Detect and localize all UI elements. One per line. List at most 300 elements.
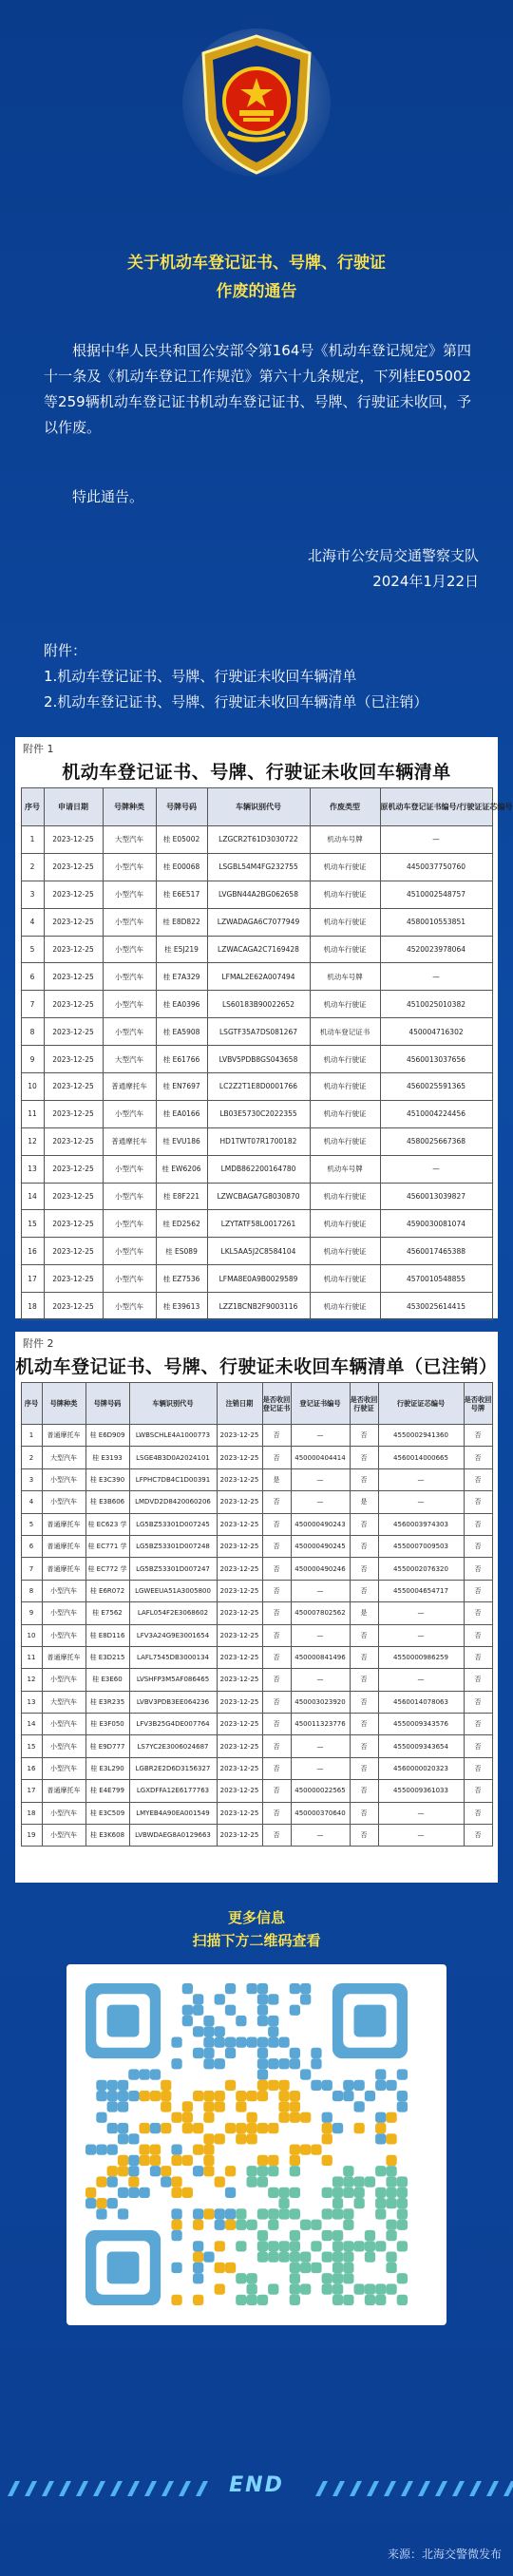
qr-module (203, 2166, 214, 2176)
table-cell: 桂 E3R235 (86, 1691, 129, 1713)
qr-module (96, 2080, 106, 2091)
table-cell: 小型汽车 (42, 1825, 86, 1847)
table-cell: 2023-12-25 (217, 1757, 262, 1779)
table-cell: 桂 E3D215 (86, 1646, 129, 1668)
table-row (21, 1669, 492, 1691)
qr-module (171, 2188, 181, 2198)
qr-module (290, 2112, 300, 2123)
table-cell: — (378, 1825, 464, 1847)
qr-module (343, 2220, 353, 2230)
table-cell: — (380, 1155, 492, 1183)
table-cell: 否 (262, 1691, 291, 1713)
qr-module (354, 2198, 365, 2208)
table-row (21, 1100, 492, 1127)
table-cell: LMDB8622001647​80 (207, 1155, 310, 1183)
table-cell: 小型汽车 (103, 1155, 156, 1183)
qr-module (128, 2166, 139, 2176)
table-cell: 否 (350, 1757, 378, 1779)
table-cell: LGWEEUA51A3005800 (129, 1580, 217, 1601)
table-cell: 小型汽车 (42, 1669, 86, 1691)
qr-module (193, 2123, 203, 2133)
table-cell: 否 (350, 1646, 378, 1668)
table-cell: 否 (350, 1468, 378, 1490)
qr-module (300, 1983, 311, 1994)
qr-module (300, 2145, 311, 2155)
table-cell: 13 (21, 1155, 44, 1183)
qr-module (107, 2123, 118, 2133)
table-cell: 小型汽车 (103, 1238, 156, 1265)
qr-module (193, 2252, 203, 2263)
table-cell: 否 (464, 1468, 492, 1490)
qr-module (311, 2058, 321, 2069)
qr-module (386, 2155, 396, 2166)
table-cell: 450004716302 (380, 1018, 492, 1046)
qr-module (257, 2048, 268, 2058)
qr-module (375, 2198, 386, 2208)
table-cell: 小型汽车 (103, 1018, 156, 1046)
qr-code[interactable] (66, 1964, 446, 2325)
qr-module (278, 2241, 289, 2251)
qr-module (332, 2295, 343, 2305)
qr-module (171, 2058, 181, 2069)
table-cell: 16 (21, 1238, 44, 1265)
qr-module (322, 2252, 332, 2263)
table-cell: 否 (262, 1646, 291, 1668)
table-cell: 4560014000665 (378, 1447, 464, 1468)
table-cell: 桂 EN7697 (156, 1073, 207, 1101)
qr-module (247, 2133, 257, 2144)
table-cell: 6 (21, 1535, 42, 1557)
qr-module (257, 2208, 268, 2219)
qr-module (247, 2283, 257, 2294)
qr-module (268, 2241, 278, 2251)
table-cell: 2023-12-25 (217, 1714, 262, 1735)
qr-module (386, 2080, 396, 2091)
table-cell: 13 (21, 1691, 42, 1713)
table-cell: 否 (350, 1558, 378, 1580)
table-cell: 2023-12-25 (44, 936, 103, 963)
qr-module (96, 2145, 106, 2155)
table-cell: 否 (262, 1757, 291, 1779)
table-cell: 2023-12-25 (44, 1100, 103, 1127)
qr-module (311, 2220, 321, 2230)
table-cell: 14 (21, 1183, 44, 1210)
qr-module (332, 2208, 343, 2219)
qr-module (311, 2048, 321, 2058)
column-header: 车辆识别代号 (207, 788, 310, 826)
qr-module (397, 2101, 408, 2112)
qr-module (268, 2026, 278, 2036)
qr-module (290, 2263, 300, 2273)
qr-module (193, 2026, 203, 2036)
issue-date: 2024年1月22日 (372, 573, 479, 590)
qr-module (386, 2230, 396, 2241)
attachment-1-caption: 附件 1 (23, 743, 54, 755)
qr-module (225, 2048, 236, 2058)
table-cell: 4510025010382 (380, 991, 492, 1018)
table-cell: 桂 ED2562 (156, 1210, 207, 1238)
qr-module (215, 2026, 225, 2036)
qr-module (203, 2145, 214, 2155)
qr-module (215, 2101, 225, 2112)
table-cell: 否 (262, 1558, 291, 1580)
table-cell: 1 (21, 826, 44, 854)
qr-module (332, 2241, 343, 2251)
table-cell: 桂 EC772 学 (86, 1558, 129, 1580)
table-cell: — (378, 1602, 464, 1624)
attachment-label: 附件： (44, 642, 87, 659)
qr-module (375, 2208, 386, 2219)
table-cell: 桂 E8F221 (156, 1183, 207, 1210)
qr-module (171, 2263, 181, 2273)
table-cell: 桂 E3E60 (86, 1669, 129, 1691)
table-cell: 大型汽车 (103, 826, 156, 854)
table-cell: — (378, 1802, 464, 1824)
table-cell: 5 (21, 936, 44, 963)
table-cell: 4560013039827 (380, 1183, 492, 1210)
table-cell: HD1TWT07R1700182 (207, 1127, 310, 1155)
qr-module (278, 2198, 289, 2208)
table-cell: LZZ1BCNB2F9003116 (207, 1293, 310, 1320)
table-cell: LZWCBAGA7G8030870 (207, 1183, 310, 1210)
qr-module (86, 2198, 96, 2208)
table-cell: 2023-12-25 (217, 1425, 262, 1447)
qr-module (118, 2166, 128, 2176)
qr-module (225, 2208, 236, 2219)
table-cell: 450000490243 (291, 1513, 350, 1535)
qr-module (257, 2176, 268, 2187)
table-cell: 桂 EC623 学 (86, 1513, 129, 1535)
qr-module (193, 2166, 203, 2176)
table-cell: 小型汽车 (103, 1265, 156, 1293)
table-cell: 2023-12-25 (44, 1018, 103, 1046)
qr-module (386, 2112, 396, 2123)
table-cell: — (291, 1735, 350, 1757)
qr-module (332, 2230, 343, 2241)
table-cell: 小型汽车 (103, 1100, 156, 1127)
table-cell: 桂 E3L290 (86, 1757, 129, 1779)
qr-module (215, 1994, 225, 2004)
table-cell: 2023-12-25 (44, 1210, 103, 1238)
qr-module (343, 2241, 353, 2251)
qr-module (236, 2123, 246, 2133)
table-cell: 小型汽车 (42, 1491, 86, 1513)
table-cell: 桂 ES089 (156, 1238, 207, 1265)
table-row (21, 1735, 492, 1757)
qr-module (268, 2166, 278, 2176)
table-cell: 否 (262, 1513, 291, 1535)
table-row (21, 1183, 492, 1210)
qr-module (257, 2230, 268, 2241)
table-cell: LKL5AA5J2C8584104 (207, 1238, 310, 1265)
table-cell: LS7YC2E3006024687 (129, 1735, 217, 1757)
attachment-item-1: 1.机动车登记证书、号牌、行驶证未收回车辆清单 (44, 668, 357, 685)
column-header: 注销日期 (217, 1383, 262, 1425)
table-cell: 机动车行驶证 (310, 1183, 380, 1210)
table-cell: LVGBN44A2BG062658 (207, 881, 310, 908)
table-cell: 2023-12-25 (217, 1802, 262, 1824)
qr-module (375, 2123, 386, 2133)
qr-module (257, 2016, 268, 2026)
qr-module (290, 2273, 300, 2283)
qr-module (140, 2069, 150, 2079)
table-cell: LC2Z2T1E8D0001766 (207, 1073, 310, 1101)
qr-module (140, 2123, 150, 2133)
table-cell: 否 (350, 1691, 378, 1713)
table-cell: 小型汽车 (42, 1714, 86, 1735)
qr-module (171, 2112, 181, 2123)
qr-module (118, 2188, 128, 2198)
table-cell: 桂 E9D777 (86, 1735, 129, 1757)
table-cell: LFMAL2E62A0074​94 (207, 963, 310, 991)
table-cell: 否 (350, 1780, 378, 1802)
table-cell: LZWADAGA6C7077949 (207, 908, 310, 936)
table-cell: 2023-12-25 (44, 908, 103, 936)
qr-module (343, 2176, 353, 2187)
qr-module (268, 2016, 278, 2026)
table-cell: 小型汽车 (42, 1735, 86, 1757)
qr-module (128, 2069, 139, 2079)
table-cell: 小型汽车 (103, 908, 156, 936)
qr-module (322, 2133, 332, 2144)
table-cell: 2023-12-25 (44, 1155, 103, 1183)
qr-module (225, 2123, 236, 2133)
table-cell: 4550009361033 (378, 1780, 464, 1802)
qr-module (332, 2123, 343, 2133)
qr-finder-pattern (86, 1983, 161, 2058)
table-cell: 小型汽车 (42, 1757, 86, 1779)
table-cell: LFPHC7DB4C1D00391 (129, 1468, 217, 1490)
qr-module (375, 2283, 386, 2294)
table-cell: 3 (21, 881, 44, 908)
qr-module (203, 2155, 214, 2166)
table-cell: 15 (21, 1210, 44, 1238)
qr-module (107, 2080, 118, 2091)
table-cell: 16 (21, 1757, 42, 1779)
table-cell: LVBV5PDB8GS043658 (207, 1046, 310, 1073)
qr-module (332, 2188, 343, 2198)
table-cell: 否 (262, 1669, 291, 1691)
qr-module (150, 2145, 161, 2155)
table-cell: 2023-12-25 (217, 1825, 262, 1847)
table-cell: 9 (21, 1602, 42, 1624)
table-cell: — (291, 1825, 350, 1847)
qr-module (118, 2123, 128, 2133)
table-cell: 否 (350, 1447, 378, 1468)
table-cell: 否 (464, 1491, 492, 1513)
attachment-2-caption: 附件 2 (23, 1337, 54, 1350)
qr-module (397, 2069, 408, 2079)
qr-module (343, 2188, 353, 2198)
table-cell: 8 (21, 1018, 44, 1046)
table-cell: 是 (350, 1491, 378, 1513)
column-header: 是否收回登记证书 (262, 1383, 291, 1425)
qr-module (268, 2037, 278, 2048)
attachment-1-table (21, 787, 513, 1320)
table-cell: — (380, 826, 492, 854)
table-row (21, 1646, 492, 1668)
table-cell: 4510004224456 (380, 1100, 492, 1127)
qr-module (236, 2037, 246, 2048)
table-cell: 9 (21, 1046, 44, 1073)
table-cell: 4560025591365 (380, 1073, 492, 1101)
table-cell: 是 (262, 1468, 291, 1490)
qr-module (332, 2198, 343, 2208)
table-cell: 否 (350, 1802, 378, 1824)
table-cell: 桂 E6E517 (156, 881, 207, 908)
table-cell: 桂 EA0166 (156, 1100, 207, 1127)
qr-module (86, 2145, 96, 2155)
table-cell: 机动车号牌 (310, 963, 380, 991)
column-header: 行驶证证芯编号 (378, 1383, 464, 1425)
qr-module (118, 2091, 128, 2101)
table-row (21, 1780, 492, 1802)
table-row (21, 1714, 492, 1735)
qr-module (311, 2263, 321, 2273)
qr-module (278, 2058, 289, 2069)
table-row (21, 1265, 492, 1293)
table-cell: 否 (262, 1624, 291, 1646)
table-row (21, 1073, 492, 1101)
qr-module (386, 2252, 396, 2263)
qr-module (182, 1983, 193, 1994)
qr-module (300, 2283, 311, 2294)
qr-module (193, 2145, 203, 2155)
table-cell: 大型汽车 (103, 1046, 156, 1073)
qr-module (236, 2091, 246, 2101)
table-cell: 否 (350, 1535, 378, 1557)
table-cell: 4580025667368 (380, 1127, 492, 1155)
qr-module (365, 2252, 375, 2263)
qr-module (343, 2252, 353, 2263)
table-cell: 小型汽车 (103, 936, 156, 963)
table-cell: 机动车号牌 (310, 826, 380, 854)
qr-module (203, 2026, 214, 2036)
qr-module (118, 2208, 128, 2219)
table-cell: 小型汽车 (42, 1468, 86, 1490)
qr-module (278, 2252, 289, 2263)
table-row (21, 1558, 492, 1580)
table-cell: 19 (21, 1825, 42, 1847)
qr-module (257, 1983, 268, 1994)
table-cell: 10 (21, 1073, 44, 1101)
qr-module (225, 2166, 236, 2176)
table-row (21, 908, 492, 936)
table-cell: 机动车行驶证 (310, 1100, 380, 1127)
qr-module (193, 2091, 203, 2101)
table-cell: 桂 E3B606 (86, 1491, 129, 1513)
qr-module (225, 2037, 236, 2048)
table-cell: LGXDFFA12E6177763 (129, 1780, 217, 1802)
table-cell: 桂 E00068 (156, 853, 207, 881)
qr-module (365, 2283, 375, 2294)
qr-module (300, 2263, 311, 2273)
table-cell: 机动车行驶证 (310, 1073, 380, 1101)
table-cell: LMDVD2D8420060206 (129, 1491, 217, 1513)
table-cell: 否 (262, 1802, 291, 1824)
table-cell: LSGBL54M4FG232755 (207, 853, 310, 881)
table-cell: LZWACAGA2C7169428 (207, 936, 310, 963)
qr-module (193, 2048, 203, 2058)
qr-module (300, 1994, 311, 2004)
qr-module (247, 2037, 257, 2048)
column-header: 是否收回行驶证 (350, 1383, 378, 1425)
qr-module (397, 2295, 408, 2305)
qr-module (354, 2283, 365, 2294)
qr-finder-pattern (332, 1983, 408, 2058)
qr-module (161, 2123, 171, 2133)
table-cell: 机动车登记证书 (310, 1018, 380, 1046)
table-row (21, 1425, 492, 1447)
qr-module (107, 2198, 118, 2208)
table-cell: 5 (21, 1513, 42, 1535)
table-cell: 否 (262, 1602, 291, 1624)
qr-module (257, 2069, 268, 2079)
column-header: 号牌种类 (103, 788, 156, 826)
table-cell: 否 (464, 1825, 492, 1847)
qr-module (257, 2037, 268, 2048)
qr-module (96, 2208, 106, 2219)
table-row (21, 1691, 492, 1713)
table-cell: 机动车行驶证 (310, 881, 380, 908)
qr-module (268, 1994, 278, 2004)
qr-module (182, 2123, 193, 2133)
qr-module (182, 2005, 193, 2016)
table-cell: 普通摩托车 (42, 1646, 86, 1668)
qr-module (193, 2273, 203, 2283)
qr-module (290, 2048, 300, 2058)
qr-module (203, 2058, 214, 2069)
qr-module (343, 2091, 353, 2101)
qr-module (236, 2220, 246, 2230)
table-cell: 机动车行驶证 (310, 1046, 380, 1073)
table-cell: — (291, 1425, 350, 1447)
column-header: 是否收回号牌 (464, 1383, 492, 1425)
table-cell: 普通摩托车 (42, 1425, 86, 1447)
qr-module (236, 2241, 246, 2251)
qr-module (354, 2241, 365, 2251)
table-cell: LAFL7545DB3000134 (129, 1646, 217, 1668)
qr-module (375, 2133, 386, 2144)
table-cell: 普通摩托车 (103, 1127, 156, 1155)
qr-module (236, 2295, 246, 2305)
table-cell: — (378, 1468, 464, 1490)
column-header: 号牌种类 (42, 1383, 86, 1425)
table-cell: 4530025614415 (380, 1293, 492, 1320)
table-cell: 机动车行驶证 (310, 1238, 380, 1265)
qr-module (171, 2220, 181, 2230)
qr-module (332, 2176, 343, 2187)
qr-module (257, 2005, 268, 2016)
qr-module (386, 2166, 396, 2176)
table-cell: LVBV3PDB3EE064236 (129, 1691, 217, 1713)
qr-module (257, 2241, 268, 2251)
qr-module (225, 1983, 236, 1994)
qr-module (203, 2101, 214, 2112)
table-cell: 11 (21, 1646, 42, 1668)
qr-module (322, 2283, 332, 2294)
table-cell: 普通摩托车 (42, 1780, 86, 1802)
table-cell: 15 (21, 1735, 42, 1757)
table-cell: 小型汽车 (103, 1210, 156, 1238)
qr-module (290, 2058, 300, 2069)
qr-module (128, 2176, 139, 2187)
table-cell: — (291, 1624, 350, 1646)
qr-module (161, 2166, 171, 2176)
qr-module (182, 2101, 193, 2112)
qr-module (268, 2188, 278, 2198)
qr-module (278, 2091, 289, 2101)
